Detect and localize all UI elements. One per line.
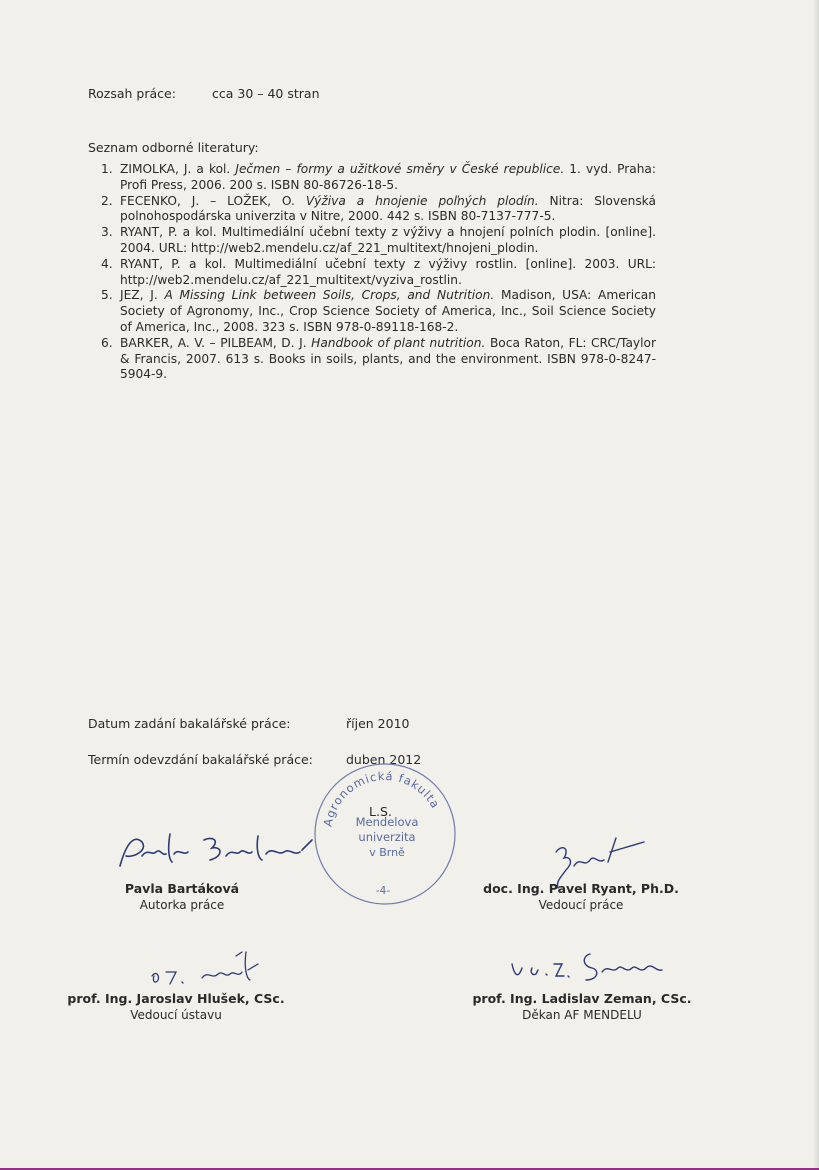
supervisor-name: doc. Ing. Pavel Ryant, Ph.D. (483, 881, 679, 896)
dean-signature-block (462, 991, 702, 1023)
literature-item-number: 1. (101, 162, 113, 176)
university-stamp (311, 760, 459, 908)
literature-list (88, 162, 656, 383)
scope-label: Rozsah práce: (88, 86, 176, 101)
author-role: Autorka práce (139, 898, 225, 912)
literature-item-title: A Missing Link between Soils, Crops, and Nutrition. (164, 288, 495, 303)
literature-item (88, 225, 656, 257)
stamp-line-3: v Brně (369, 846, 405, 859)
literature-item-number: 6. (101, 335, 113, 350)
stamp-line-1: Mendelova (355, 815, 419, 829)
author-signature-block (62, 881, 302, 913)
head-role: Vedoucí ústavu (130, 1008, 222, 1022)
stamp-ls-label: L.S. (369, 804, 392, 819)
stamp-line-2: univerzita (358, 830, 416, 844)
literature-item-details: Nitra: Slovenská polnohospodárska univerzita v Nitre, 2000. 442 s. ISBN 80-7137-777-5. (120, 193, 656, 224)
literature-item-authors: RYANT, P. a kol. Multimediální učební texty z výživy rostlin. [online]. 2003. URL: http://web2.mendelu.cz/af_221_multitext/vyziva_rostlin. (120, 256, 656, 287)
author-signature (112, 826, 322, 876)
page-edge-shadow (813, 0, 819, 1170)
literature-item-title: Handbook of plant nutrition. (311, 335, 486, 350)
literature-item-title: Ječmen – formy a užitkové směry v České republice. (235, 162, 565, 176)
literature-item-number: 5. (101, 288, 113, 303)
dean-signature (506, 944, 666, 990)
assignment-date-value: říjen 2010 (346, 716, 410, 731)
literature-item-details: Boca Raton, FL: CRC/Taylor & Francis, 2007. 613 s. Books in soils, plants, and the environment. ISBN 978-0-8247-5904-9. (120, 335, 656, 382)
literature-item-authors: RYANT, P. a kol. Multimediální učební texty z výživy a hnojení polních plodin. [online]. 2004. URL: http://web2.mendelu.cz/af_221_multitext/hnojeni_plodin. (120, 225, 656, 255)
literature-item-number: 3. (101, 225, 113, 240)
dean-role: Děkan AF MENDELU (522, 1008, 642, 1022)
literature-item (88, 336, 656, 383)
literature-item-details: 1. vyd. Praha: Profi Press, 2006. 200 s. ISBN 80-86726-18-5. (120, 162, 657, 192)
literature-item-number: 2. (101, 193, 113, 208)
literature-item-title: Výživa a hnojenie poľných plodín. (305, 193, 539, 208)
literature-item-authors: BARKER, A. V. – PILBEAM, D. J. (120, 335, 312, 350)
literature-item-number: 4. (101, 256, 113, 271)
head-signature (146, 942, 266, 992)
literature-item-authors: JEZ, J. (120, 288, 165, 303)
head-signature-block (56, 991, 296, 1023)
literature-item (88, 194, 656, 226)
literature-item (88, 162, 656, 194)
literature-heading: Seznam odborné literatury: (88, 140, 259, 155)
stamp-number: -4- (375, 885, 391, 897)
deadline-value: duben 2012 (346, 752, 422, 767)
dean-name: prof. Ing. Ladislav Zeman, CSc. (472, 991, 692, 1006)
head-name: prof. Ing. Jaroslav Hlušek, CSc. (67, 991, 285, 1006)
assignment-date-label: Datum zadání bakalářské práce: (88, 716, 291, 731)
literature-item (88, 257, 656, 289)
scope-value: cca 30 – 40 stran (212, 86, 320, 101)
stamp-ring-text: Agronomická fakulta (320, 768, 443, 828)
literature-item (88, 288, 656, 335)
supervisor-signature-block (461, 881, 701, 913)
author-name: Pavla Bartáková (124, 881, 240, 896)
supervisor-role: Vedoucí práce (538, 898, 624, 912)
literature-item-authors: ZIMOLKA, J. a kol. (120, 162, 236, 176)
deadline-label: Termín odevzdání bakalářské práce: (88, 752, 313, 767)
literature-item-details: Madison, USA: American Society of Agronomy, Inc., Crop Science Society of America, Inc., Soil Science Society of America, Inc., 2008. 323 s. ISBN 978-0-89118-168-2. (120, 288, 656, 334)
literature-item-authors: FECENKO, J. – LOŽEK, O. (120, 193, 306, 208)
